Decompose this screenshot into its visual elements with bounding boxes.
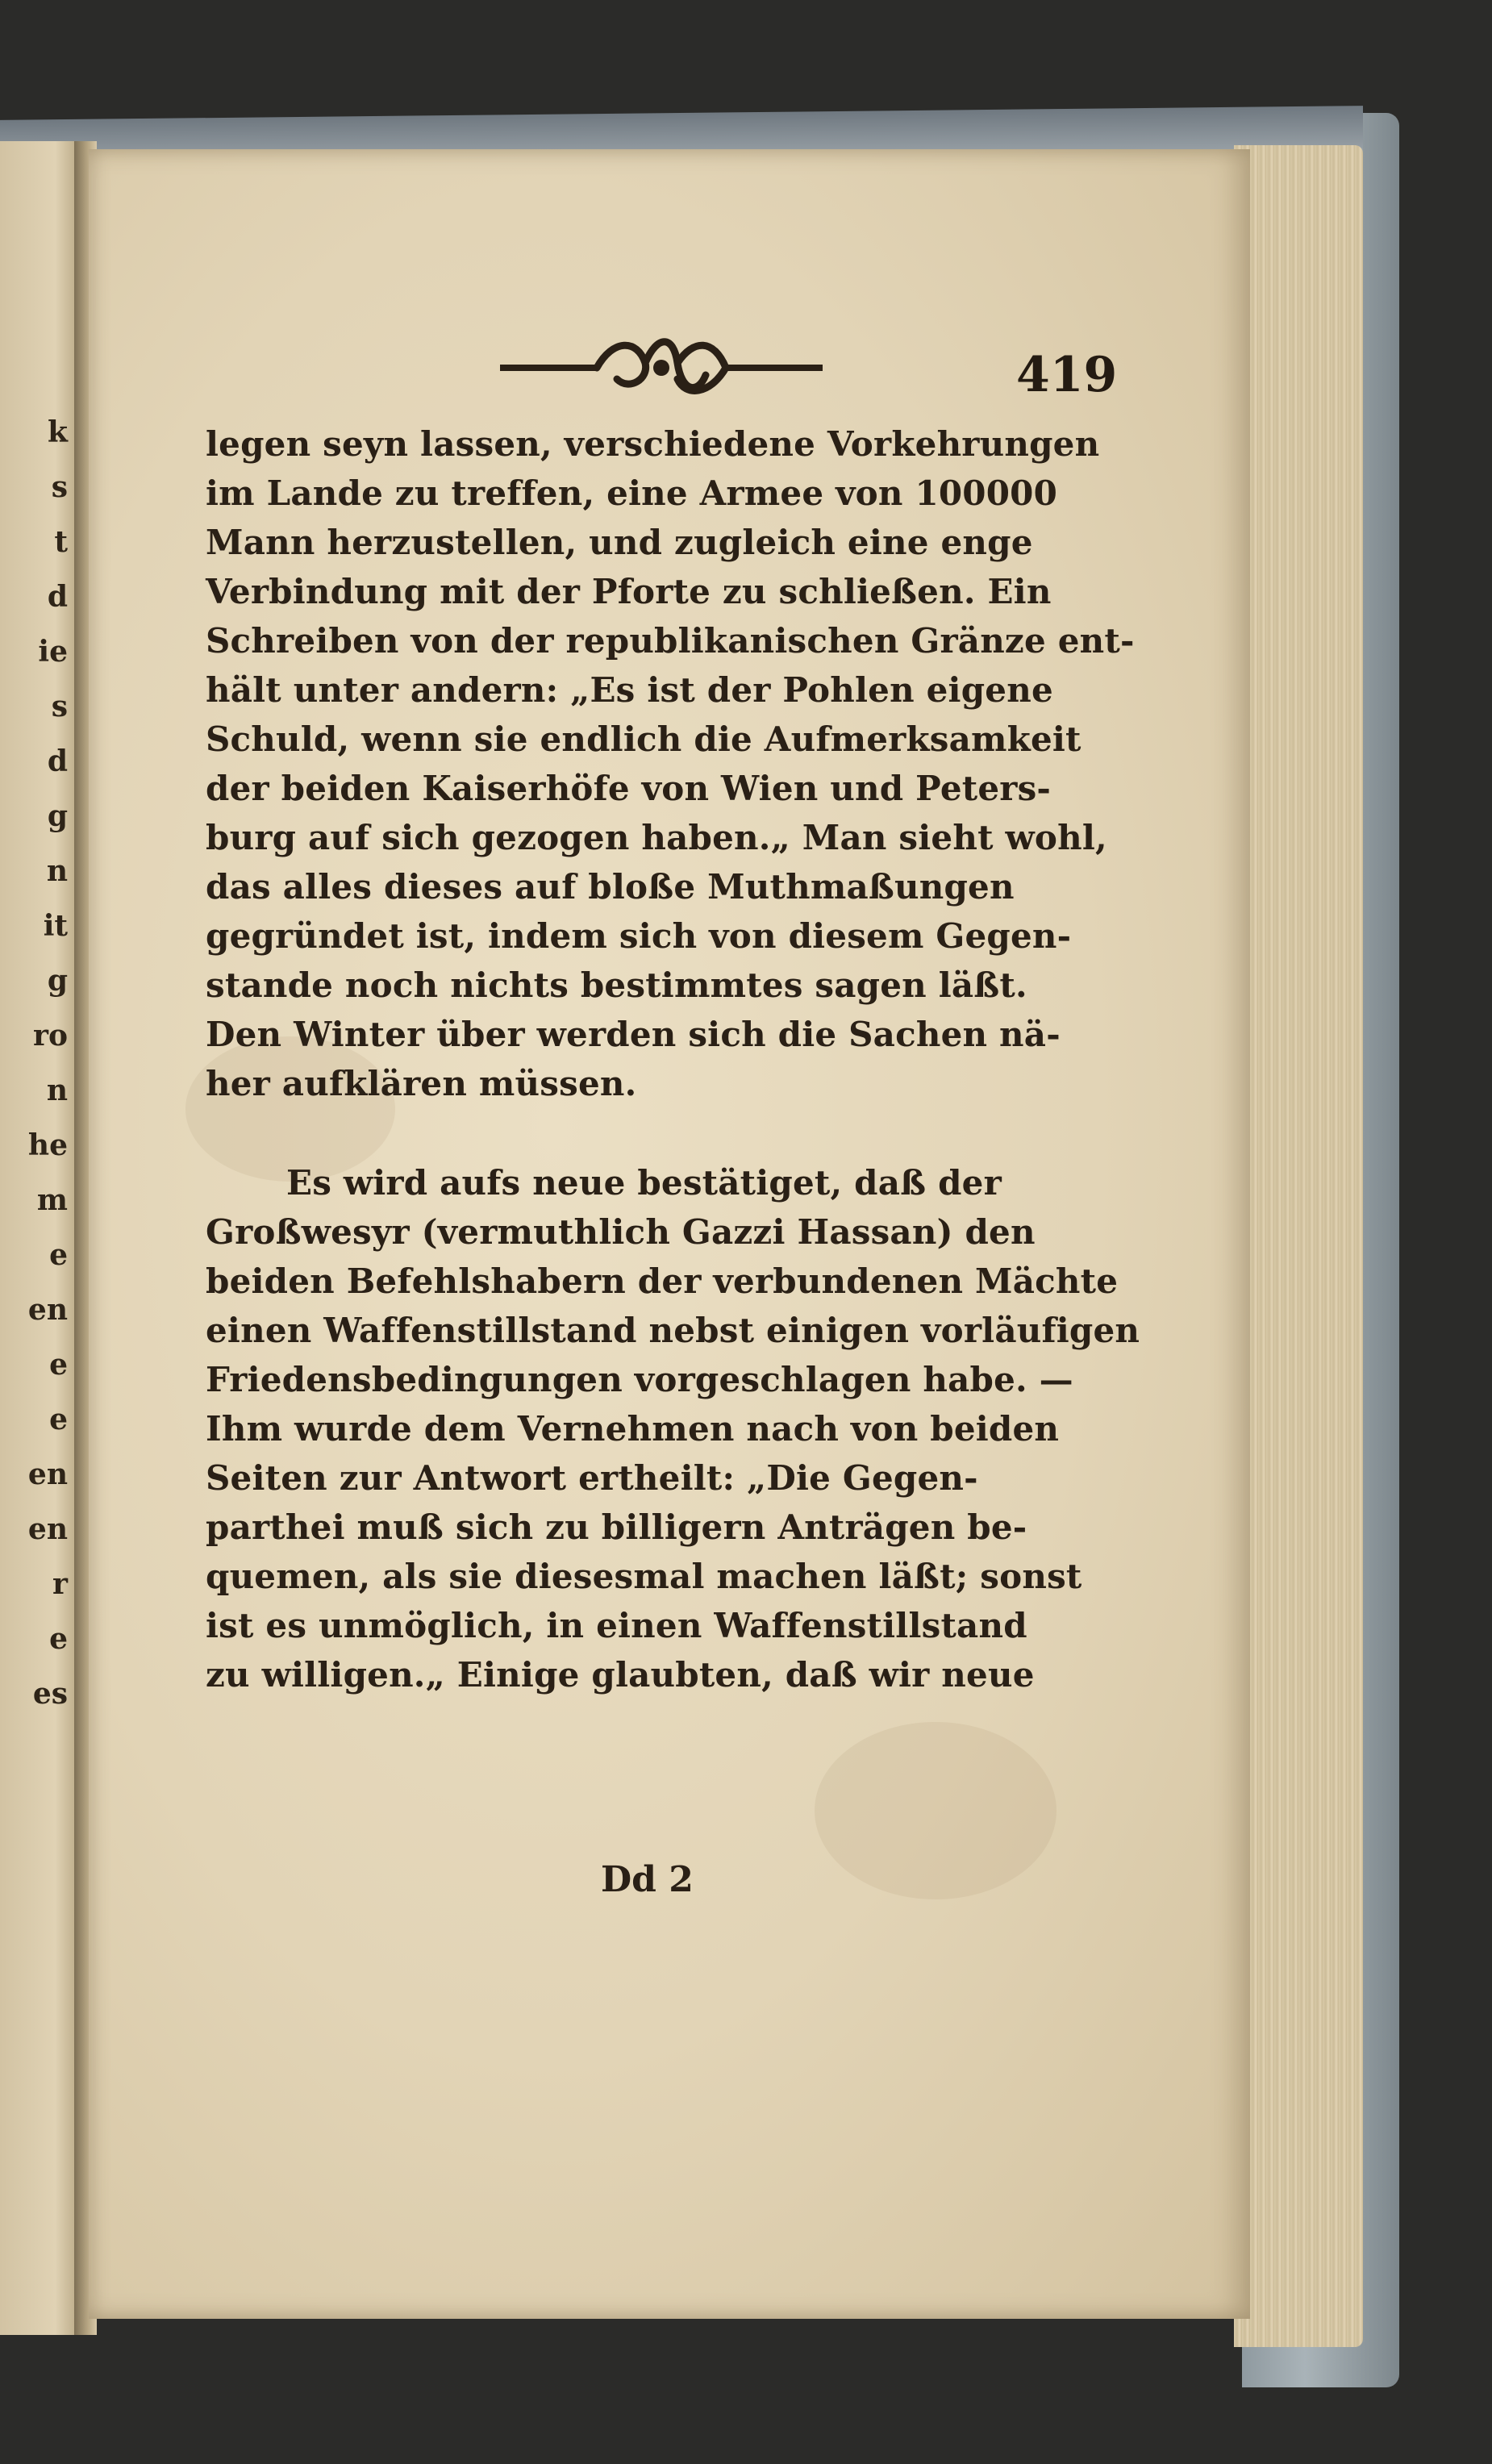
left-page-fragment: s <box>51 470 68 504</box>
text-line: Schreiben von der republikanischen Gränze ent- <box>206 621 1135 661</box>
left-page-fragment: r <box>52 1567 68 1601</box>
text-line: stande noch nichts bestimmtes sagen läßt. <box>206 965 1027 1005</box>
left-page-fragment: s <box>51 690 68 723</box>
text-line: Schuld, wenn sie endlich die Aufmerksamkeit <box>206 719 1081 759</box>
text-line: einen Waffenstillstand nebst einigen vorläufigen <box>206 1311 1140 1350</box>
left-page-fragment: en <box>27 1293 68 1327</box>
left-page-fragment: en <box>27 1457 68 1491</box>
paragraph <box>206 419 1135 1108</box>
text-line: Ihm wurde dem Vernehmen nach von beiden <box>206 1409 1060 1449</box>
left-page-fragment: g <box>47 799 68 833</box>
text-line: das alles dieses auf bloße Muthmaßungen <box>206 867 1015 907</box>
left-page-fragment: es <box>32 1677 68 1711</box>
text-line: burg auf sich gezogen haben.„ Man sieht wohl, <box>206 818 1107 857</box>
left-page-fragment: d <box>47 580 68 614</box>
text-line: ist es unmöglich, in einen Waffenstillstand <box>206 1606 1027 1645</box>
left-page-fragment: n <box>46 1074 68 1107</box>
page-number: 419 <box>1016 347 1118 403</box>
left-page-fragment: e <box>49 1403 68 1436</box>
left-page-fragment: ro <box>33 1019 68 1053</box>
page-edges <box>1234 145 1363 2347</box>
text-line: parthei muß sich zu billigern Anträgen be- <box>206 1507 1027 1547</box>
left-page-fragment: k <box>48 415 68 449</box>
text-line: Mann herzustellen, und zugleich eine enge <box>206 523 1033 562</box>
body-text <box>206 419 1140 1749</box>
text-line: Großwesyr (vermuthlich Gazzi Hassan) den <box>206 1212 1036 1252</box>
text-line: quemen, als sie diesesmal machen läßt; sonst <box>206 1557 1082 1596</box>
left-page-fragment: d <box>47 744 68 778</box>
signature-mark: Dd 2 <box>601 1859 694 1900</box>
left-page-fragment: g <box>47 964 68 998</box>
text-line: legen seyn lassen, verschiedene Vorkehrungen <box>206 424 1100 464</box>
text-line: Seiten zur Antwort ertheilt: „Die Gegen- <box>206 1458 978 1498</box>
left-page-fragment: e <box>49 1238 68 1272</box>
left-page-fragment: n <box>46 854 68 888</box>
left-page-fragment: ie <box>38 635 68 669</box>
header-ornament-icon <box>500 331 823 403</box>
text-line: beiden Befehlshabern der verbundenen Mächte <box>206 1261 1119 1301</box>
text-line: Friedensbedingungen vorgeschlagen habe. — <box>206 1360 1073 1399</box>
left-page-text-fragments <box>0 141 79 2335</box>
page-header <box>500 331 1129 411</box>
text-line: im Lande zu treffen, eine Armee von 100000 <box>206 473 1058 513</box>
left-page-fragment: m <box>36 1183 68 1217</box>
text-line: zu willigen.„ Einige glaubten, daß wir neue <box>206 1655 1035 1695</box>
text-line: Es wird aufs neue bestätiget, daß der <box>286 1163 1002 1203</box>
text-line: der beiden Kaiserhöfe von Wien und Peters- <box>206 769 1052 808</box>
left-page-fragment: e <box>49 1348 68 1382</box>
text-line: gegründet ist, indem sich von diesem Gegen- <box>206 916 1072 956</box>
left-page-fragment: e <box>49 1622 68 1656</box>
left-page-fragment: en <box>27 1512 68 1546</box>
text-line: Verbindung mit der Pforte zu schließen. Ein <box>206 572 1052 611</box>
left-page <box>0 141 79 2335</box>
text-line: her aufklären müssen. <box>206 1064 637 1103</box>
text-line: Den Winter über werden sich die Sachen nä- <box>206 1015 1061 1054</box>
left-page-fragment: it <box>43 909 68 943</box>
paragraph <box>206 1158 1140 1699</box>
left-page-fragment: t <box>54 525 68 559</box>
text-line: hält unter andern: „Es ist der Pohlen eigene <box>206 670 1053 710</box>
left-page-fragment: he <box>27 1128 68 1162</box>
